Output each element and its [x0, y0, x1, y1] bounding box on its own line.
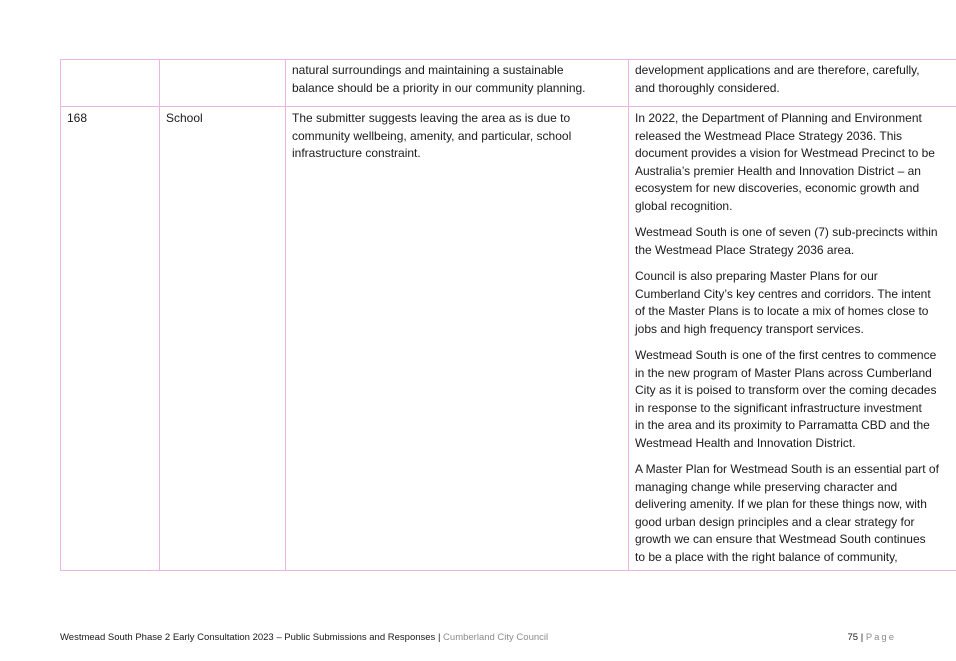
- text-line: City as it is poised to transform over the coming decades: [635, 383, 937, 397]
- submission-summary-cell: [286, 107, 629, 571]
- submission-number-cell: 168: [61, 107, 160, 571]
- text-line: in the area and its proximity to Parramatta CBD and the: [635, 418, 930, 432]
- footer-right: [847, 632, 896, 644]
- submission-number-cell: [61, 60, 160, 107]
- topic-cell: School: [160, 107, 286, 571]
- footer-left: [60, 632, 548, 644]
- text-line: Westmead South is one of seven (7) sub-precincts within: [635, 225, 938, 239]
- footer-separator: |: [437, 632, 441, 643]
- response-paragraph: [635, 461, 955, 566]
- council-response-cell: [629, 107, 956, 571]
- council-response-cell: [629, 60, 956, 107]
- text-line: managing change while preserving character and: [635, 479, 898, 494]
- text-line: Cumberland City’s key centres and corridors. The intent: [635, 286, 931, 301]
- table-row: [61, 60, 956, 107]
- text-line: community wellbeing, amenity, and particular, school: [292, 128, 572, 143]
- text-line: delivering amenity. If we plan for these things now, with: [635, 497, 927, 511]
- text-line: to be a place with the right balance of community,: [635, 549, 898, 564]
- text-line: Westmead Health and Innovation District.: [635, 435, 856, 450]
- page-label: Page: [865, 632, 896, 643]
- text-line: global recognition.: [635, 198, 733, 213]
- text-line: The submitter suggests leaving the area as is due to: [292, 111, 571, 125]
- page-number: 75: [847, 632, 859, 643]
- text-line: development applications and are therefore, carefully,: [635, 63, 920, 77]
- text-line: natural surroundings and maintaining a sustainable: [292, 63, 564, 77]
- response-paragraph: [635, 268, 955, 338]
- text-line: Council is also preparing Master Plans for our: [635, 269, 878, 283]
- text-line: In 2022, the Department of Planning and Environment: [635, 111, 922, 125]
- text-line: good urban design principles and a clear strategy for: [635, 514, 915, 529]
- text-line: Westmead South is one of the first centres to commence: [635, 348, 937, 362]
- topic-cell: [160, 60, 286, 107]
- text-line: and thoroughly considered.: [635, 80, 780, 95]
- text-line: ecosystem for new discoveries, economic growth and: [635, 181, 920, 195]
- text-line: A Master Plan for Westmead South is an essential part of: [635, 462, 939, 476]
- text-line: Australia’s premier Health and Innovation District – an: [635, 163, 921, 178]
- council-name: Cumberland City Council: [443, 632, 549, 643]
- text-line: infrastructure constraint.: [292, 146, 421, 160]
- text-line: jobs and high frequency transport services.: [635, 321, 864, 336]
- submission-summary-cell: [286, 60, 629, 107]
- response-paragraph: [635, 110, 955, 215]
- page-separator: |: [860, 632, 864, 643]
- submissions-table: [60, 59, 956, 571]
- text-line: the Westmead Place Strategy 2036 area.: [635, 242, 855, 257]
- text-line: balance should be a priority in our community planning.: [292, 80, 586, 95]
- text-line: growth we can ensure that Westmead South continues: [635, 532, 926, 546]
- response-paragraph: [635, 347, 955, 452]
- response-paragraph: [635, 224, 955, 259]
- text-line: in response to the significant infrastructure investment: [635, 400, 922, 415]
- document-title: Westmead South Phase 2 Early Consultation 2023 – Public Submissions and Responses: [60, 632, 436, 643]
- text-line: released the Westmead Place Strategy 2036. This: [635, 128, 903, 143]
- table-row: [61, 107, 956, 571]
- text-line: in the new program of Master Plans across Cumberland: [635, 365, 932, 380]
- text-line: document provides a vision for Westmead Precinct to be: [635, 146, 935, 160]
- text-line: of the Master Plans is to locate a mix of homes close to: [635, 304, 929, 318]
